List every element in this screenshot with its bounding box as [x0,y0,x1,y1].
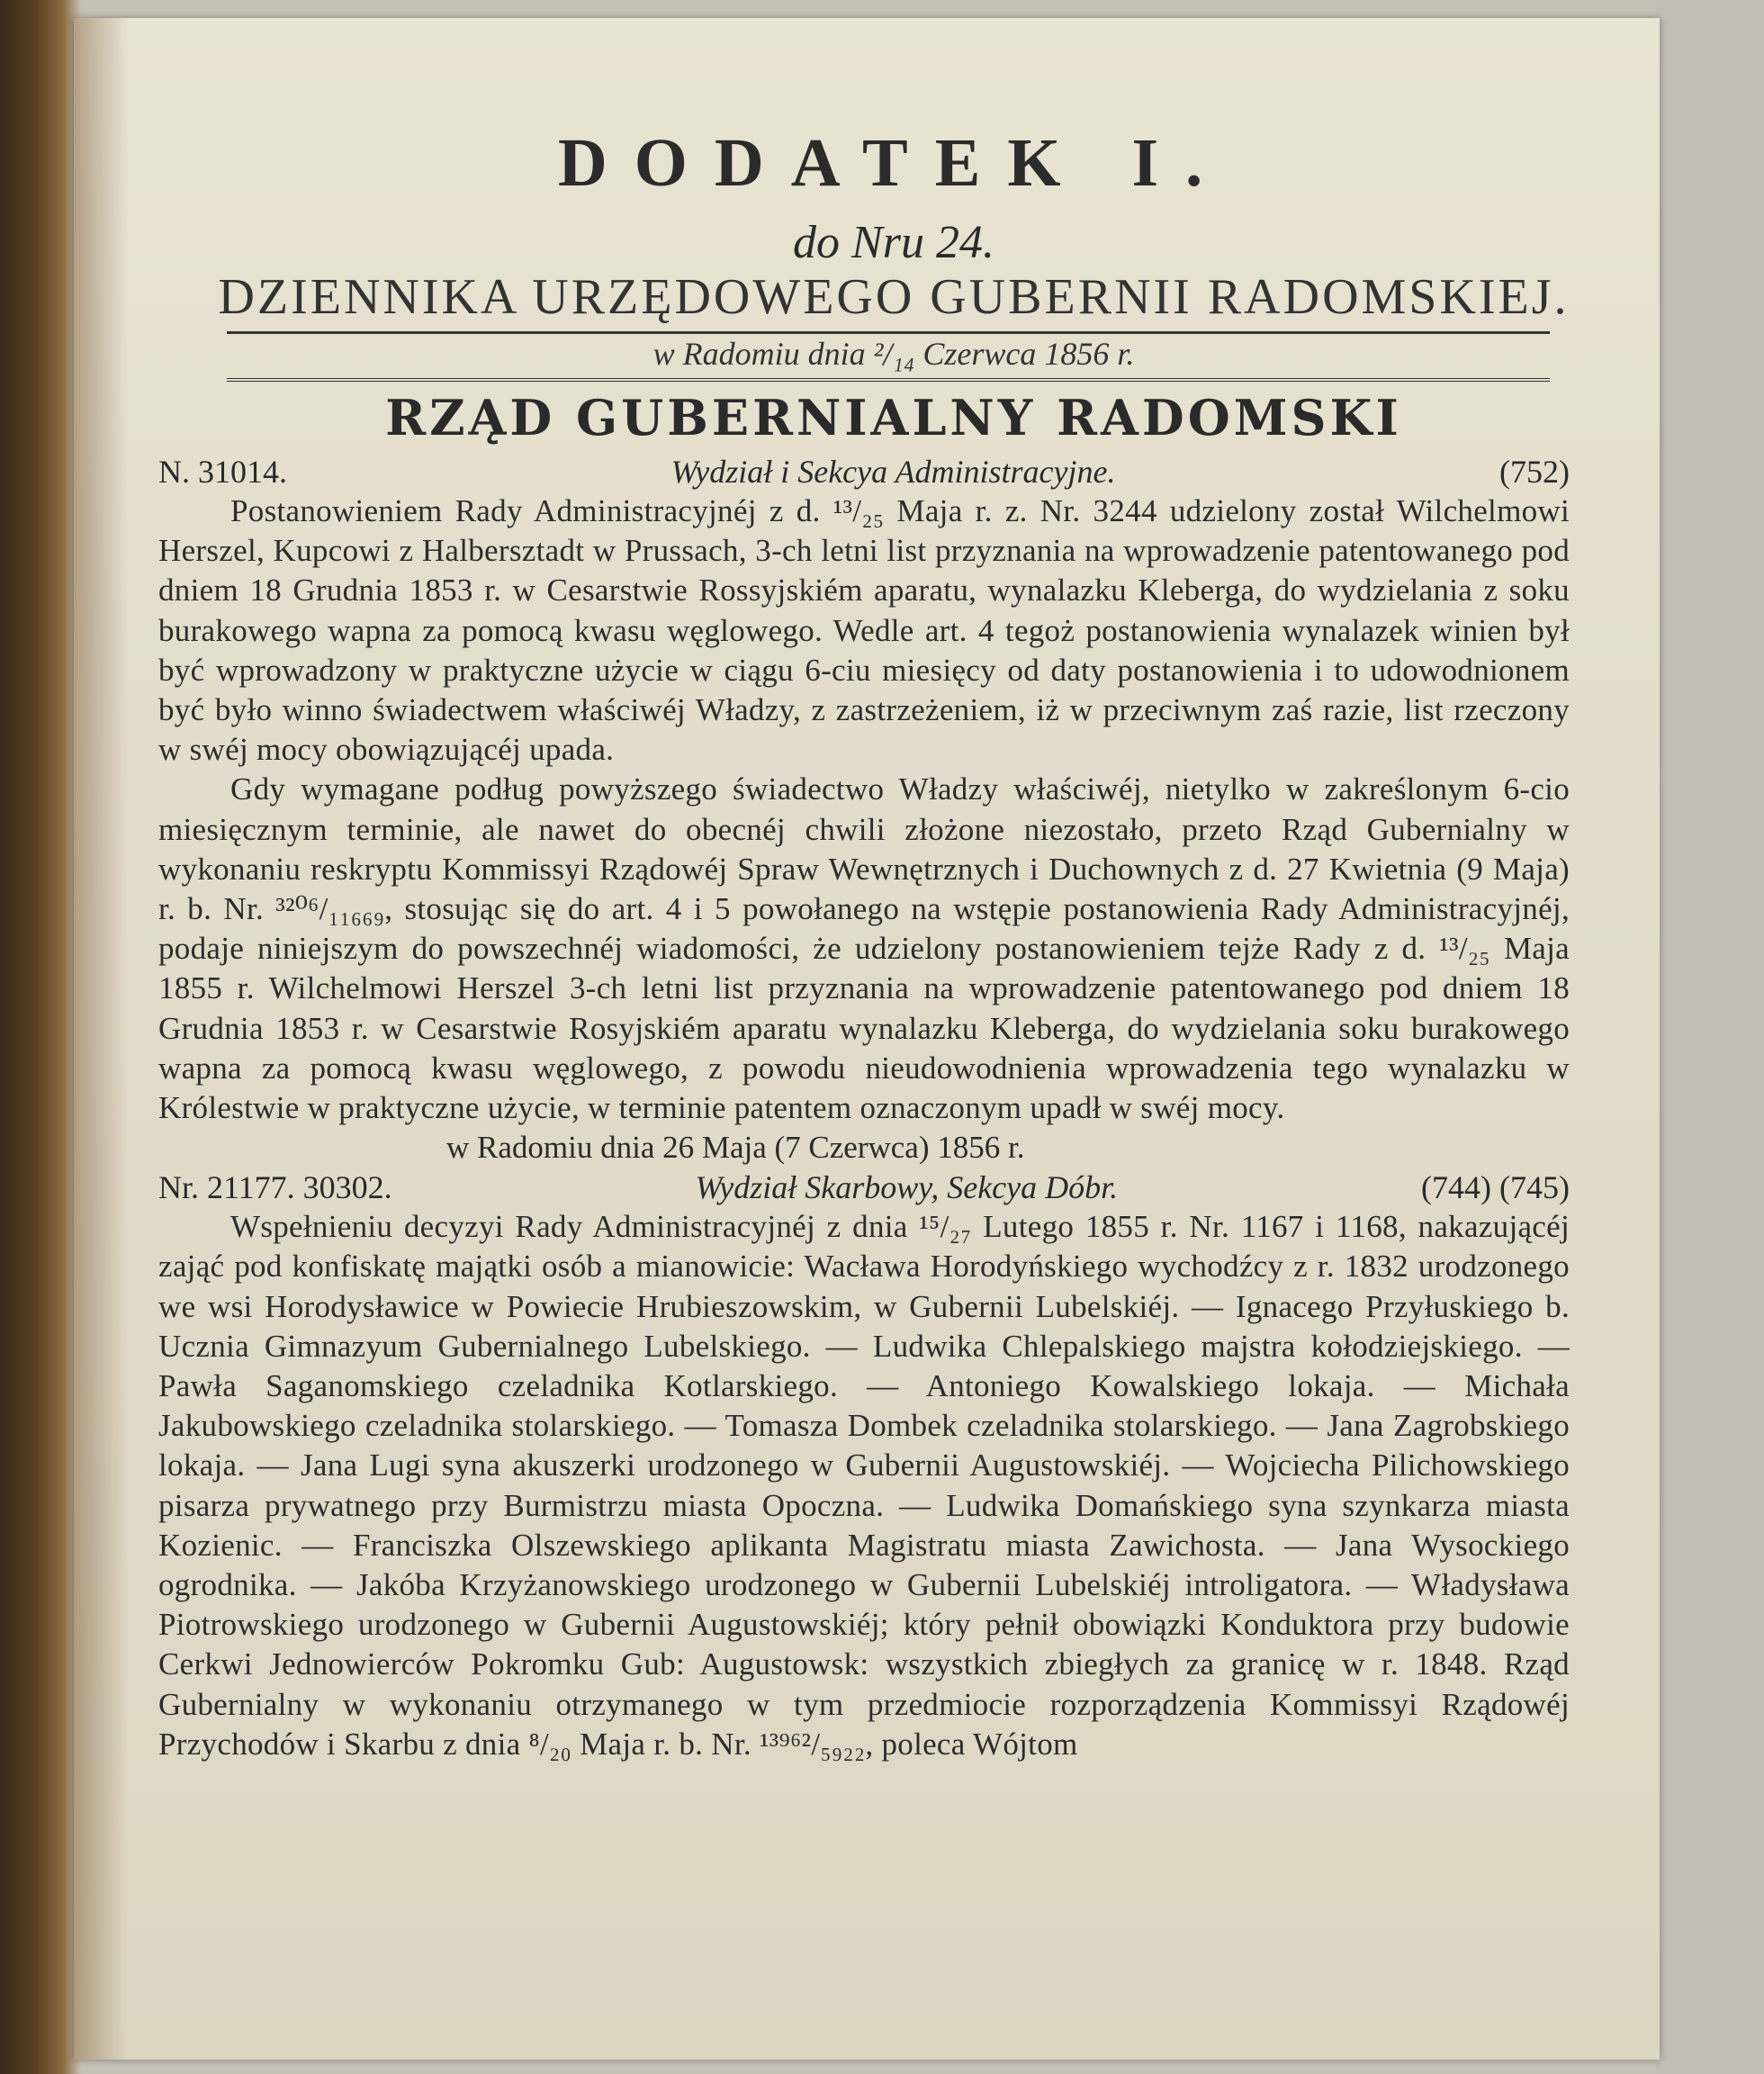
notice-number: N. 31014. [158,454,287,490]
issuing-authority: RZĄD GUBERNIALNY RADOMSKI [385,389,1402,446]
notice-paragraph: Gdy wymagane podług powyższego świadectwo Władzy właściwéj, nietylko w zakreślonym 6-cio miesięcznym terminie, ale nawet do obecnéj chwili złożone niezostało, przeto Rząd Gubernialny w wykonaniu reskryptu Kommissyi Rządowéj Spraw Wewnętrznych i Duchownych z d. 27 Kwietnia (9 Maja) r. b. Nr. ³²⁰⁶/₁₁₆₆₉, stosując się do art. 4 i 5 powołanego na wstępie postanowienia Rady Administracyjnéj, podaje niniejszym do powszechnéj wiadomości, że udzielony postanowieniem tejże Rady z d. ¹³/₂₅ Maja 1855 r. Wilchelmowi Herszel 3-ch letni list przyznania na wprowadzenie patentowanego pod dniem 18 Grudnia 1853 r. w Cesarstwie Rosyjskiém aparatu wynalazku Kleberga, do wydzielania soku burakowego wapna za pomocą kwasu węglowego, z powodu nieudowodnienia wprowadzenia tego wynalazku w Królestwie w praktyczne użycie, w terminie patentem oznaczonym upadł w swéj mocy. [158,771,1570,1126]
notice-paragraph: Postanowieniem Rady Administracyjnéj z d. ¹³/₂₅ Maja r. z. Nr. 3244 udzielony został Wilchelmowi Herszel, Kupcowi z Halbersztadt w Prussach, 3-ch letni list przyznania na wprowadzenie patentowanego pod dniem 18 Grudnia 1853 r. w Cesarstwie Rossyjskiém aparatu, wynalazku Kleberga, do wydzielania z soku burakowego wapna za pomocą kwasu węglowego. Wedle art. 4 tegoż postanowienia wynalazek winien był być wprowadzony w praktyczne użycie w ciągu 6-ciu miesięcy od daty postanowienia i to udowodnionem być było winno świadectwem właściwéj Władzy, z zastrzeżeniem, iż w przeciwnym zaś razie, list rzeczony w swéj mocy obowiązującéj upada. [158,493,1570,768]
notice-reference: (744) (745) [1421,1169,1570,1206]
scan-right-margin [1656,0,1764,2074]
notice-header [158,452,1570,491]
supplement-title: DODATEK I. [557,125,1230,201]
notice-paragraph: Wspełnieniu decyzyi Rady Administracyjnéj z dnia ¹⁵/₂₇ Lutego 1855 r. Nr. 1167 i 1168, nakazującéj zająć pod konfiskatę majątki osób a mianowicie: Wacława Horodyńskiego wychodźcy z r. 1832 urodzonego we wsi Horodysławice w Powiecie Hrubieszowskim, w Gubernii Lubelskiéj. — Ignacego Przyłuskiego b. Ucznia Gimnazyum Gubernialnego Lubelskiego. — Ludwika Chlepalskiego majstra kołodziejskiego. — Pawła Saganomskiego czeladnika Kotlarskiego. — Antoniego Kowalskiego lokaja. — Michała Jakubowskiego czeladnika stolarskiego. — Tomasza Dombek czeladnika stolarskiego. — Jana Zagrobskiego lokaja. — Jana Lugi syna akuszerki urodzonego w Gubernii Augustowskiéj. — Wojciecha Pilichowskiego pisarza prywatnego przy Burmistrzu miasta Opoczna. — Ludwika Domańskiego syna szynkarza miasta Kozienic. — Franciszka Olszewskiego aplikanta Magistratu miasta Zawichosta. — Jana Wysockiego ogrodnika. — Jakóba Krzyżanowskiego urodzonego w Gubernii Lubelskiéj introligatora. — Władysława Piotrowskiego urodzonego w Gubernii Augustowskiéj; który pełnił obowiązki Konduktora przy budowie Cerkwi Jednowierców Pokromku Gub: Augustowsk: wszystkich zbiegłych za granicę w r. 1848. Rząd Gubernialny w wykonaniu otrzymanego w tym przedmiocie rozporządzenia Kommissyi Rządowéj Przychodów i Skarbu z dnia ⁸/₂₀ Maja r. b. Nr. ¹³⁹⁶²/₅₉₂₂, poleca Wójtom [158,1209,1570,1762]
notice-department: Wydział i Sekcya Administracyjne. [670,454,1116,490]
issue-dateline: w Radomiu dnia ²/₁₄ Czerwca 1856 r. [652,336,1135,372]
issue-number: do Nru 24. [793,217,994,268]
notice-reference: (752) [1499,454,1570,490]
document-body [158,452,1570,1764]
journal-name: DZIENNIKA URZĘDOWEGO GUBERNII RADOMSKIEJ. [218,269,1570,325]
header-rule-bottom [227,378,1550,382]
notice-department: Wydział Skarbowy, Sekcya Dóbr. [695,1169,1119,1206]
notice-header [158,1168,1570,1207]
document-page [74,18,1660,2060]
header-rule-top [227,331,1550,334]
notice-signoff: w Radomiu dnia 26 Maja (7 Czerwca) 1856 r. [446,1130,1025,1166]
notice-number: Nr. 21177. 30302. [158,1169,392,1206]
